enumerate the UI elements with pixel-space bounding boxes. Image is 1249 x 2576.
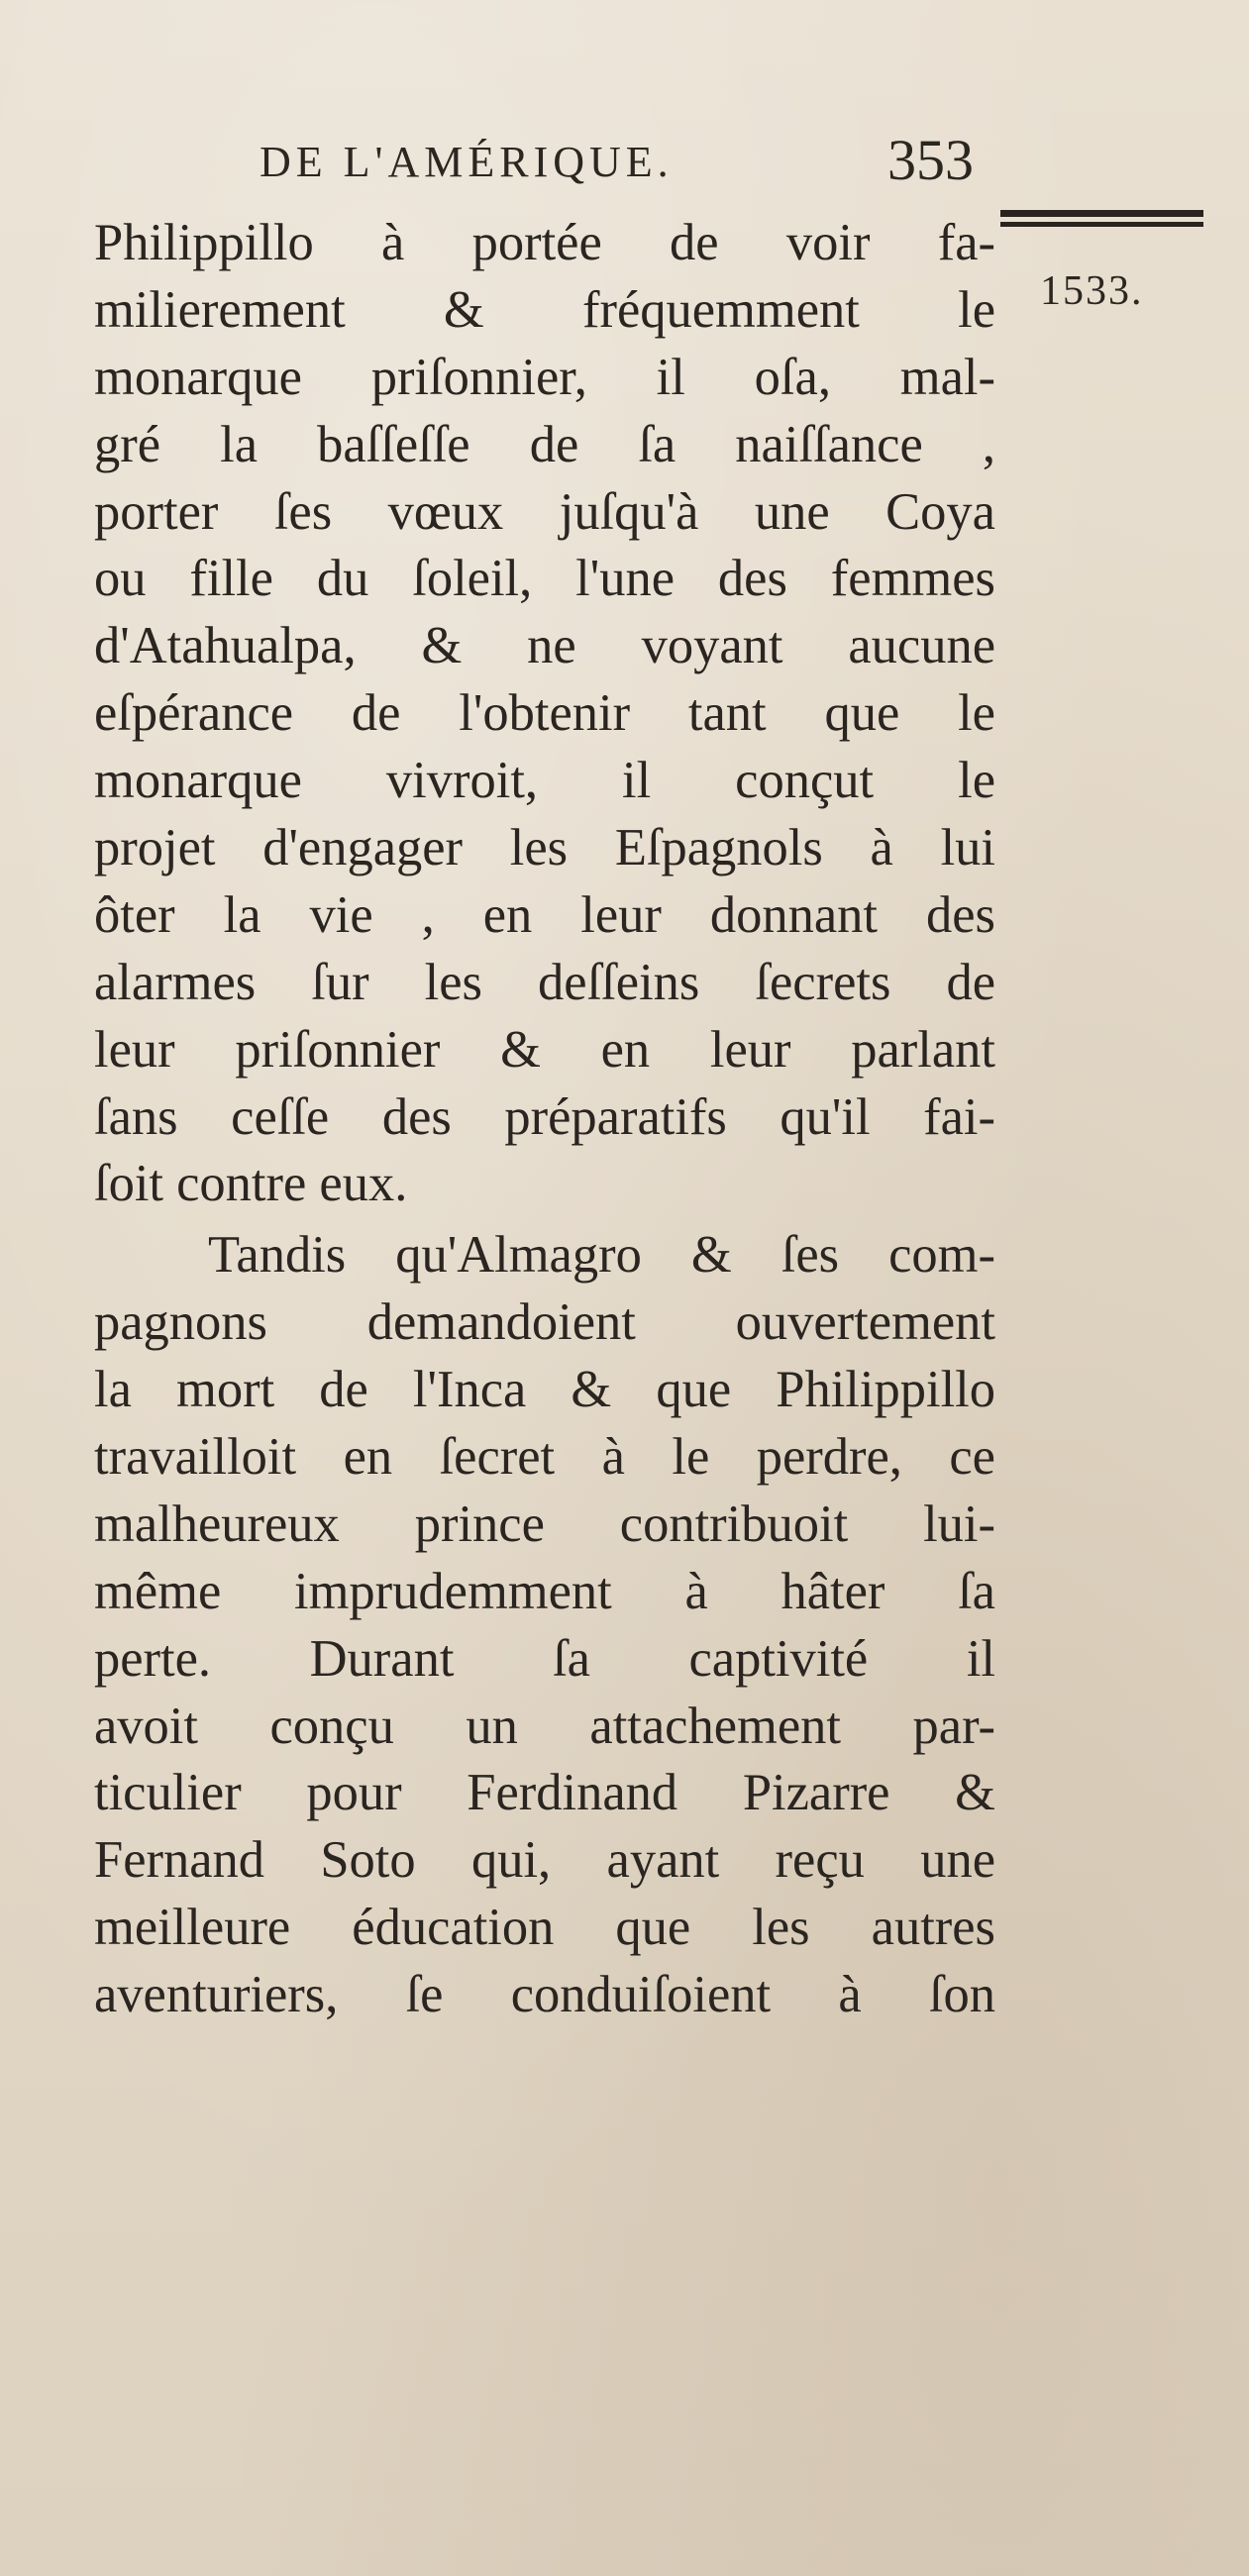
paragraph-1 bbox=[94, 210, 995, 1218]
text-line: Tandis qu'Almagro & ſes com- bbox=[208, 1226, 995, 1285]
text-line: alarmes ſur les deſſeins ſecrets de bbox=[94, 953, 995, 1011]
margin-rule-thick bbox=[1000, 210, 1203, 217]
page-header bbox=[260, 127, 1012, 196]
running-head: DE L'AMÉRIQUE. bbox=[260, 138, 674, 186]
text-line: aventuriers, ſe conduiſoient à ſon bbox=[94, 1966, 995, 2024]
text-line: Philippillo à portée de voir fa- bbox=[94, 214, 995, 271]
text-line: ôter la vie , en leur donnant des bbox=[94, 885, 995, 944]
body-text bbox=[94, 210, 995, 2029]
text-line: gré la baſſeſſe de ſa naiſſance , bbox=[94, 415, 995, 473]
text-line: eſpérance de l'obtenir tant que le bbox=[94, 684, 995, 743]
margin-rule-thin bbox=[1000, 222, 1203, 227]
text-line: projet d'engager les Eſpagnols à lui bbox=[94, 819, 995, 877]
text-line: leur priſonnier & en leur parlant bbox=[94, 1020, 995, 1079]
text-line: Fernand Soto qui, ayant reçu une bbox=[94, 1831, 995, 1890]
text-line: pagnons demandoient ouvertement bbox=[94, 1293, 995, 1352]
page-number: 353 bbox=[887, 128, 974, 192]
text-line: travailloit en ſecret à le perdre, ce bbox=[94, 1428, 995, 1487]
text-line: milierement & fréquemment le bbox=[94, 280, 995, 339]
margin-year-note: 1533. bbox=[1040, 268, 1144, 314]
text-line: ou fille du ſoleil, l'une des femmes bbox=[94, 550, 995, 608]
text-line: monarque vivroit, il conçut le bbox=[94, 752, 995, 810]
margin-double-rule bbox=[1000, 210, 1203, 230]
text-line: ſans ceſſe des préparatifs qu'il fai- bbox=[94, 1087, 995, 1146]
text-line: la mort de l'Inca & que Philippillo bbox=[94, 1361, 995, 1419]
text-line: ſoit contre eux. bbox=[94, 1155, 408, 1213]
text-line: d'Atahualpa, & ne voyant aucune bbox=[94, 617, 995, 675]
text-line: ticulier pour Ferdinand Pizarre & bbox=[94, 1764, 995, 1822]
text-line: malheureux prince contribuoit lui- bbox=[94, 1494, 995, 1553]
text-line: même imprudemment à hâter ſa bbox=[94, 1562, 995, 1620]
text-line: meilleure éducation que les autres bbox=[94, 1899, 995, 1957]
paragraph-2 bbox=[94, 1222, 995, 2029]
text-line: avoit conçu un attachement par- bbox=[94, 1697, 995, 1755]
text-line: porter ſes vœux juſqu'à une Coya bbox=[94, 482, 995, 541]
text-line: perte. Durant ſa captivité il bbox=[94, 1629, 995, 1688]
text-line: monarque priſonnier, il oſa, mal- bbox=[94, 348, 995, 406]
